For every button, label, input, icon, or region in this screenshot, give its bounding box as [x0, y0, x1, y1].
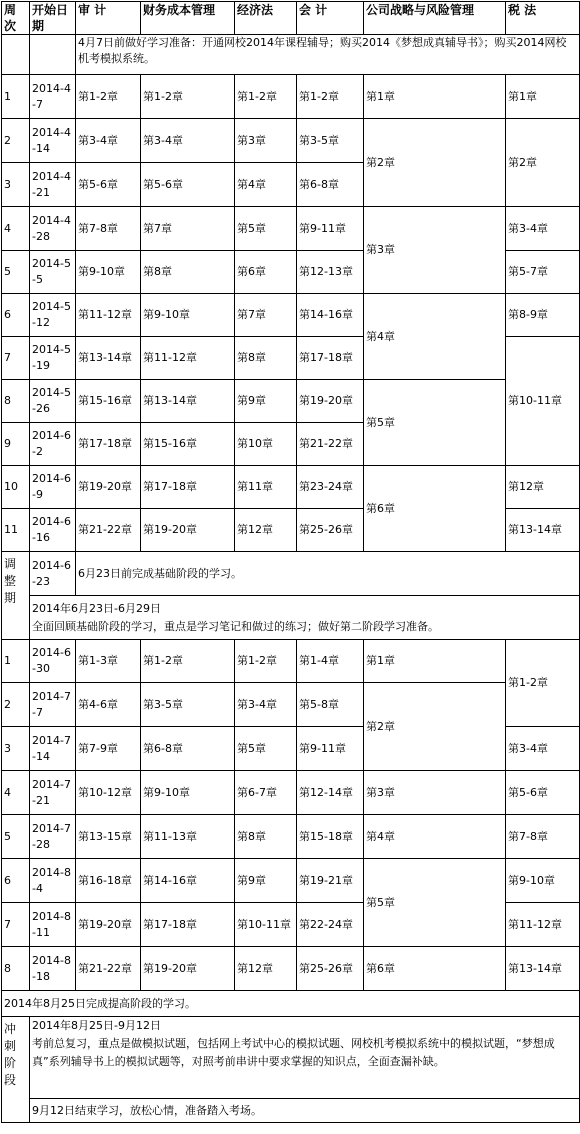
table-row	[2, 207, 580, 251]
acct-cell: 第12-13章	[297, 251, 364, 294]
tax-cell: 第3-4章	[506, 727, 580, 771]
finance-cell: 第11-13章	[141, 815, 235, 859]
date-cell: 2014-6-23	[30, 552, 76, 596]
tax-cell: 第8-9章	[506, 294, 580, 337]
header-strategy: 公司战略与风险管理	[364, 2, 506, 35]
date-cell: 2014-6-16	[30, 509, 76, 552]
header-start-date: 开始日期	[30, 2, 76, 35]
date-cell: 2014-5-19	[30, 337, 76, 380]
audit-cell: 第7-8章	[76, 207, 141, 251]
week-cell: 6	[2, 294, 30, 337]
finance-cell: 第3-5章	[141, 683, 235, 727]
header-tax-law: 税 法	[506, 2, 580, 35]
tax-cell: 第3-4章	[506, 207, 580, 251]
adjust-detail-row	[2, 596, 580, 640]
audit-cell: 第11-12章	[76, 294, 141, 337]
table-row	[2, 859, 580, 903]
date-cell: 2014-5-26	[30, 380, 76, 423]
header-row	[2, 2, 580, 35]
audit-cell: 第7-9章	[76, 727, 141, 771]
audit-cell: 第1-2章	[76, 75, 141, 119]
acct-cell: 第12-14章	[297, 771, 364, 815]
adjust-note-detail: 全面回顾基础阶段的学习，重点是学习笔记和做过的练习；做好第二阶段学习准备。	[32, 619, 439, 633]
tax-cell: 第1-2章	[506, 640, 580, 727]
date-cell: 2014-6-2	[30, 423, 76, 466]
study-schedule-table	[1, 1, 580, 1123]
date-cell: 2014-7-21	[30, 771, 76, 815]
table-row	[2, 119, 580, 163]
acct-cell: 第6-8章	[297, 163, 364, 207]
finance-cell: 第14-16章	[141, 859, 235, 903]
econ-cell: 第12章	[235, 947, 297, 991]
econ-cell: 第10章	[235, 423, 297, 466]
finance-cell: 第17-18章	[141, 903, 235, 947]
finance-cell: 第11-12章	[141, 337, 235, 380]
finance-cell: 第5-6章	[141, 163, 235, 207]
table-row	[2, 294, 580, 337]
finance-cell: 第19-20章	[141, 947, 235, 991]
date-cell: 2014-8-18	[30, 947, 76, 991]
audit-cell: 第16-18章	[76, 859, 141, 903]
acct-cell: 第25-26章	[297, 509, 364, 552]
finance-cell: 第9-10章	[141, 294, 235, 337]
week-cell: 10	[2, 466, 30, 509]
week-cell: 4	[2, 207, 30, 251]
adjust-note: 6月23日前完成基础阶段的学习。	[76, 552, 580, 596]
sprint-detail	[30, 1017, 580, 1099]
acct-cell: 第3-5章	[297, 119, 364, 163]
econ-cell: 第6章	[235, 251, 297, 294]
header-accounting: 会 计	[297, 2, 364, 35]
finance-cell: 第15-16章	[141, 423, 235, 466]
table-row	[2, 640, 580, 683]
audit-cell: 第19-20章	[76, 903, 141, 947]
table-row	[2, 947, 580, 991]
sprint-row	[2, 1017, 580, 1099]
econ-cell: 第10-11章	[235, 903, 297, 947]
header-econ-law: 经济法	[235, 2, 297, 35]
adjust-row	[2, 552, 580, 596]
tax-cell: 第7-8章	[506, 815, 580, 859]
acct-cell: 第19-21章	[297, 859, 364, 903]
econ-cell: 第4章	[235, 163, 297, 207]
finance-cell: 第3-4章	[141, 119, 235, 163]
date-cell: 2014-7-28	[30, 815, 76, 859]
audit-cell: 第15-16章	[76, 380, 141, 423]
week-cell: 5	[2, 251, 30, 294]
acct-cell: 第9-11章	[297, 727, 364, 771]
date-cell: 2014-8-11	[30, 903, 76, 947]
date-cell: 2014-8-4	[30, 859, 76, 903]
strategy-cell: 第1章	[364, 75, 506, 119]
week-cell: 11	[2, 509, 30, 552]
tax-cell: 第11-12章	[506, 903, 580, 947]
tax-cell: 第5-7章	[506, 251, 580, 294]
audit-cell: 第9-10章	[76, 251, 141, 294]
header-week: 周次	[2, 2, 30, 35]
acct-cell: 第9-11章	[297, 207, 364, 251]
table-row	[2, 815, 580, 859]
stage2-done-row	[2, 991, 580, 1017]
strategy-cell: 第5章	[364, 380, 506, 466]
prep-note: 4月7日前做好学习准备：开通网校2014年课程辅导；购买2014《梦想成真辅导书》；购买2014网校机考模拟系统。	[76, 35, 580, 75]
audit-cell: 第5-6章	[76, 163, 141, 207]
econ-cell: 第3章	[235, 119, 297, 163]
adjust-label: 调整期	[2, 552, 30, 640]
strategy-cell: 第3章	[364, 207, 506, 294]
table-row	[2, 380, 580, 423]
finance-cell: 第7章	[141, 207, 235, 251]
date-cell: 2014-4-28	[30, 207, 76, 251]
tax-cell: 第2章	[506, 119, 580, 207]
tax-cell: 第13-14章	[506, 947, 580, 991]
week-cell: 2	[2, 119, 30, 163]
econ-cell: 第7章	[235, 294, 297, 337]
acct-cell: 第22-24章	[297, 903, 364, 947]
strategy-cell: 第5章	[364, 859, 506, 947]
finance-cell: 第13-14章	[141, 380, 235, 423]
sprint-period: 2014年8月25日-9月12日	[32, 1019, 161, 1032]
tax-cell: 第12章	[506, 466, 580, 509]
strategy-cell: 第1章	[364, 640, 506, 683]
acct-cell: 第19-20章	[297, 380, 364, 423]
table-row	[2, 466, 580, 509]
tax-cell: 第1章	[506, 75, 580, 119]
header-audit: 审 计	[76, 2, 141, 35]
finance-cell: 第6-8章	[141, 727, 235, 771]
strategy-cell: 第4章	[364, 815, 506, 859]
acct-cell: 第5-8章	[297, 683, 364, 727]
sprint-note: 考前总复习，重点是做模拟试题，包括网上考试中心的模拟试题、网校机考模拟系统中的模拟试题，“梦想成真”系列辅导书上的模拟试题等，对照考前串讲中要求掌握的知识点，全面查漏补缺。	[32, 1037, 555, 1068]
prep-note-row	[2, 35, 580, 75]
date-cell: 2014-5-5	[30, 251, 76, 294]
econ-cell: 第9章	[235, 859, 297, 903]
econ-cell: 第6-7章	[235, 771, 297, 815]
date-cell: 2014-5-12	[30, 294, 76, 337]
week-cell: 5	[2, 815, 30, 859]
acct-cell: 第17-18章	[297, 337, 364, 380]
date-cell: 2014-6-9	[30, 466, 76, 509]
strategy-cell: 第2章	[364, 683, 506, 771]
tax-cell: 第9-10章	[506, 859, 580, 903]
date-cell: 2014-6-30	[30, 640, 76, 683]
sprint-final: 9月12日结束学习，放松心情，准备踏入考场。	[30, 1099, 580, 1123]
strategy-cell: 第2章	[364, 119, 506, 207]
week-cell: 1	[2, 640, 30, 683]
date-cell: 2014-4-7	[30, 75, 76, 119]
week-cell: 4	[2, 771, 30, 815]
audit-cell: 第13-15章	[76, 815, 141, 859]
week-cell: 8	[2, 947, 30, 991]
week-cell: 2	[2, 683, 30, 727]
econ-cell: 第5章	[235, 727, 297, 771]
table-row	[2, 683, 580, 727]
tax-cell: 第5-6章	[506, 771, 580, 815]
acct-cell: 第21-22章	[297, 423, 364, 466]
week-cell: 1	[2, 75, 30, 119]
acct-cell: 第25-26章	[297, 947, 364, 991]
audit-cell: 第21-22章	[76, 509, 141, 552]
acct-cell: 第1-2章	[297, 75, 364, 119]
adjust-detail	[30, 596, 580, 640]
sprint-label: 冲刺阶段	[2, 1017, 30, 1123]
audit-cell: 第1-3章	[76, 640, 141, 683]
date-cell: 2014-4-14	[30, 119, 76, 163]
audit-cell: 第13-14章	[76, 337, 141, 380]
audit-cell: 第3-4章	[76, 119, 141, 163]
finance-cell: 第19-20章	[141, 509, 235, 552]
finance-cell: 第8章	[141, 251, 235, 294]
sprint-final-row	[2, 1099, 580, 1123]
econ-cell: 第8章	[235, 337, 297, 380]
acct-cell: 第23-24章	[297, 466, 364, 509]
econ-cell: 第8章	[235, 815, 297, 859]
date-cell: 2014-7-14	[30, 727, 76, 771]
econ-cell: 第12章	[235, 509, 297, 552]
tax-cell: 第10-11章	[506, 337, 580, 466]
audit-cell: 第4-6章	[76, 683, 141, 727]
week-cell: 9	[2, 423, 30, 466]
table-row	[2, 771, 580, 815]
date-cell: 2014-7-7	[30, 683, 76, 727]
week-cell: 7	[2, 337, 30, 380]
strategy-cell: 第4章	[364, 294, 506, 380]
econ-cell: 第5章	[235, 207, 297, 251]
week-cell: 3	[2, 163, 30, 207]
acct-cell: 第15-18章	[297, 815, 364, 859]
week-cell: 6	[2, 859, 30, 903]
econ-cell: 第3-4章	[235, 683, 297, 727]
finance-cell: 第9-10章	[141, 771, 235, 815]
date-cell: 2014-4-21	[30, 163, 76, 207]
header-finance: 财务成本管理	[141, 2, 235, 35]
stage2-done: 2014年8月25日完成提高阶段的学习。	[2, 991, 580, 1017]
econ-cell: 第9章	[235, 380, 297, 423]
tax-cell: 第13-14章	[506, 509, 580, 552]
finance-cell: 第1-2章	[141, 640, 235, 683]
strategy-cell: 第3章	[364, 771, 506, 815]
strategy-cell: 第6章	[364, 466, 506, 552]
strategy-cell: 第6章	[364, 947, 506, 991]
audit-cell: 第21-22章	[76, 947, 141, 991]
econ-cell: 第1-2章	[235, 640, 297, 683]
audit-cell: 第17-18章	[76, 423, 141, 466]
week-cell: 3	[2, 727, 30, 771]
finance-cell: 第17-18章	[141, 466, 235, 509]
acct-cell: 第14-16章	[297, 294, 364, 337]
week-cell: 7	[2, 903, 30, 947]
econ-cell: 第1-2章	[235, 75, 297, 119]
adjust-period: 2014年6月23日-6月29日	[32, 601, 161, 615]
finance-cell: 第1-2章	[141, 75, 235, 119]
econ-cell: 第11章	[235, 466, 297, 509]
audit-cell: 第10-12章	[76, 771, 141, 815]
week-cell: 8	[2, 380, 30, 423]
table-row	[2, 75, 580, 119]
acct-cell: 第1-4章	[297, 640, 364, 683]
audit-cell: 第19-20章	[76, 466, 141, 509]
